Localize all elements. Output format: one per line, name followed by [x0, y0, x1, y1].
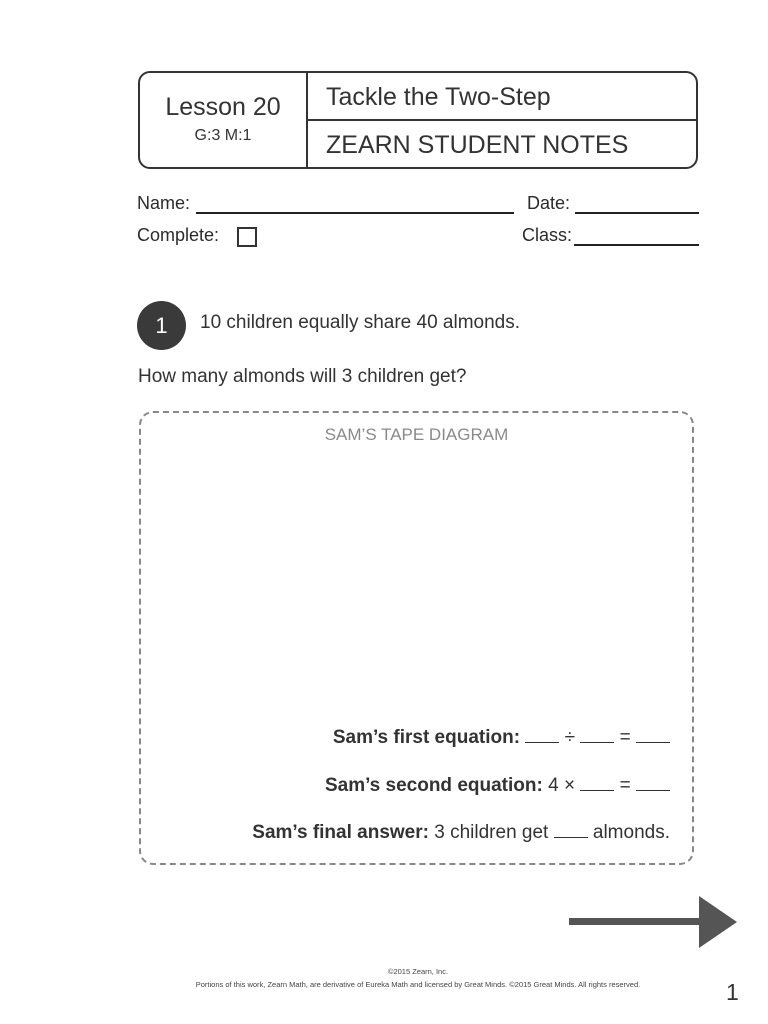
eq1-blank-2[interactable]: [580, 741, 614, 743]
eq2-prefix: 4 ×: [548, 775, 576, 796]
complete-checkbox[interactable]: [237, 227, 257, 247]
diagram-title: SAM’S TAPE DIAGRAM: [324, 425, 509, 444]
equals-symbol: =: [619, 727, 631, 748]
eq1-blank-1[interactable]: [525, 741, 559, 743]
title-cell: [308, 73, 696, 121]
eq2-blank-2[interactable]: [636, 789, 670, 791]
page-number: 1: [726, 979, 739, 1005]
right-arrow-icon[interactable]: [569, 894, 737, 950]
copyright-notice: [0, 965, 768, 991]
complete-label: Complete:: [137, 225, 220, 245]
notes-heading: ZEARN STUDENT NOTES: [326, 131, 629, 159]
eq2-blank-1[interactable]: [580, 789, 614, 791]
final-answer: [252, 822, 670, 844]
date-label: Date:: [527, 193, 571, 213]
first-equation-label: Sam’s first equation:: [332, 727, 521, 748]
final-answer-prefix: 3 children get: [434, 822, 549, 843]
date-field[interactable]: [575, 212, 699, 214]
copyright-line-2: Portions of this work, Zearn Math, are derivative of Eureka Math and licensed by Great Minds. ©2015 Great Minds. All rights reserved.: [195, 980, 641, 989]
final-answer-suffix: almonds.: [592, 822, 670, 843]
lesson-number: Lesson 20: [165, 93, 281, 121]
equals-symbol: =: [619, 775, 631, 796]
lesson-title: Tackle the Two-Step: [326, 83, 551, 111]
class-label: Class:: [522, 225, 573, 245]
first-equation: [333, 727, 670, 749]
second-equation: [325, 775, 670, 797]
name-label: Name:: [137, 193, 191, 213]
second-equation-label: Sam’s second equation:: [324, 775, 543, 796]
divide-symbol: ÷: [564, 727, 576, 748]
lesson-code: G:3 M:1: [194, 127, 252, 144]
class-field[interactable]: [574, 244, 699, 246]
eq1-blank-3[interactable]: [636, 741, 670, 743]
problem-statement: 10 children equally share 40 almonds.: [200, 312, 521, 333]
final-answer-blank[interactable]: [554, 836, 588, 838]
final-answer-label: Sam’s final answer:: [252, 822, 429, 843]
problem-number-badge: 1: [137, 301, 186, 350]
copyright-line-1: ©2015 Zearn, Inc.: [387, 967, 449, 976]
problem-question: How many almonds will 3 children get?: [138, 366, 467, 387]
lesson-info: [140, 73, 308, 167]
name-field[interactable]: [196, 212, 514, 214]
